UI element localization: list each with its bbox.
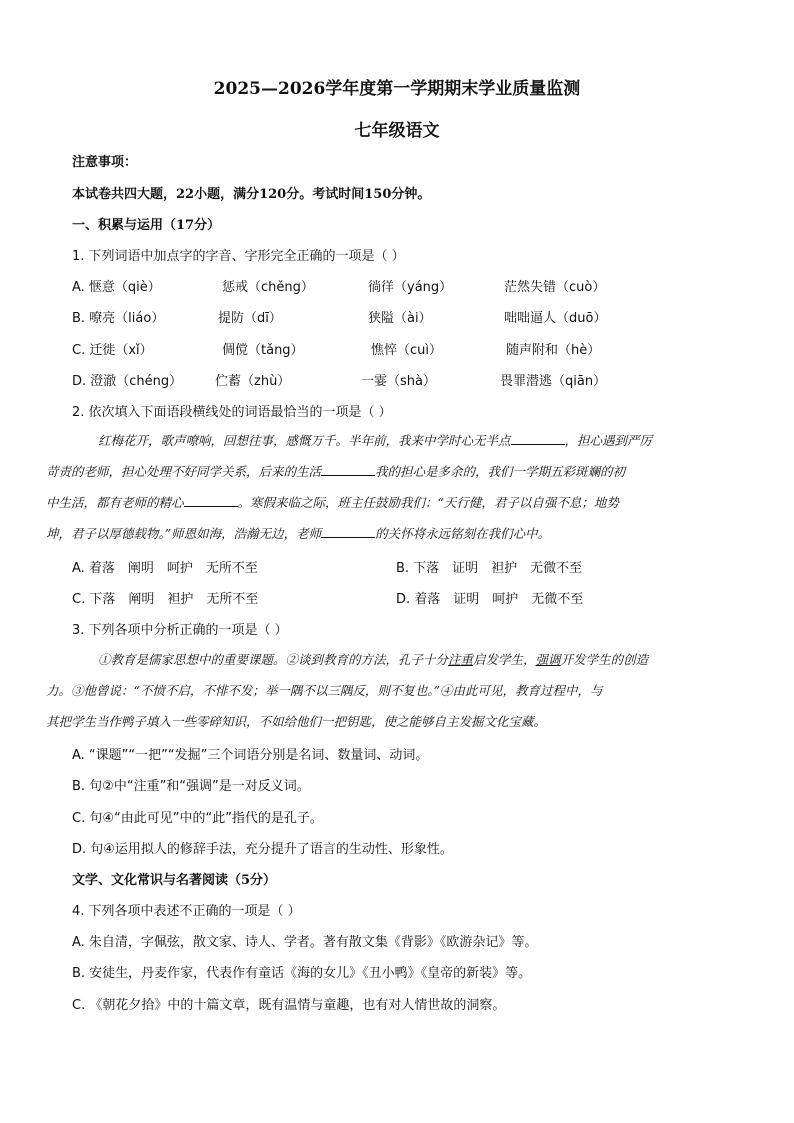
passage-text: 的关怀将永远铭刻在我们心中。 <box>375 526 551 541</box>
option-a-word-1: A. 惬意（qiè） <box>72 280 161 295</box>
option-b-word-4: 咄咄逼人（duō） <box>504 311 607 326</box>
passage-text: 坤，君子以厚德载物。”师恩如海，浩瀚无边，老师 <box>46 526 322 541</box>
passage-text: ①教育是儒家思想中的重要课题。②谈到教育的方法，孔子十分 <box>98 652 449 667</box>
question-1-option-row-a <box>72 276 732 294</box>
question-4-option-a: A. 朱自清，字佩弦，散文家、诗人、学者。著有散文集《背影》《欧游杂记》等。 <box>72 935 538 950</box>
passage-text: ，担心遇到严厉 <box>564 433 653 448</box>
answer-blank <box>321 525 375 538</box>
option-b-word-1: B. 嘹亮（liáo） <box>72 311 165 326</box>
question-2-stem: 2. 依次填入下面语段横线处的词语最恰当的一项是（ ） <box>72 405 392 420</box>
passage-text: 力。③他曾说：“不愤不启，不悱不发；举一隅不以三隅反，则不复也。”④由此可见，教育过程中，与 <box>46 683 603 698</box>
question-4-option-b: B. 安徒生，丹麦作家，代表作有童话《海的女儿》《丑小鸭》《皇帝的新装》等。 <box>72 966 532 981</box>
passage-text: 启发学生， <box>473 652 536 667</box>
question-4-option-c: C. 《朝花夕拾》中的十篇文章，既有温情与童趣，也有对人情世故的洞察。 <box>72 998 506 1013</box>
answer-blank <box>184 494 238 507</box>
question-2-option-row-2 <box>72 588 732 606</box>
option-a-word-4: 茫然失错（cuò） <box>504 280 606 295</box>
question-3-option-a: A. “课题”“一把”“发掘”三个词语分别是名词、数量词、动词。 <box>72 748 429 763</box>
question-3-stem: 3. 下列各项中分析正确的一项是（ ） <box>72 623 288 638</box>
underlined-word: 注重 <box>448 652 474 667</box>
option-c-word-2: 倜傥（tǎng） <box>222 343 304 358</box>
question-2-option-row-1 <box>72 557 732 575</box>
option-a: A. 着落 阐明 呵护 无所不至 <box>72 561 258 576</box>
option-c-word-4: 随声附和（hè） <box>506 343 601 358</box>
exam-title: 2025—2026学年度第一学期期末学业质量监测 <box>213 79 581 99</box>
question-1-stem: 1. 下列词语中加点字的字音、字形完全正确的一项是（ ） <box>72 249 405 264</box>
option-d-word-1: D. 澄澈（chéng） <box>72 374 183 389</box>
option-a-word-3: 徜徉（yáng） <box>368 280 453 295</box>
question-1-option-row-d <box>72 370 732 388</box>
option-d-word-3: 一霎（shà） <box>361 374 436 389</box>
question-3-option-d: D. 句④运用拟人的修辞手法，充分提升了语言的生动性、形象性。 <box>72 842 453 857</box>
passage-text: 开发学生的创造 <box>560 652 649 667</box>
option-b: B. 下落 证明 袒护 无微不至 <box>396 561 583 576</box>
section-heading-2: 文学、文化常识与名著阅读（5分） <box>72 873 277 888</box>
passage-text: 我的担心是多余的，我们一学期五彩斑斓的初 <box>375 464 626 479</box>
option-b-word-3: 狭隘（ài） <box>368 311 432 326</box>
option-a-word-2: 惩戒（chěng） <box>222 280 314 295</box>
answer-blank <box>321 463 375 476</box>
option-b-word-2: 提防（dī） <box>218 311 282 326</box>
option-d-word-2: 伫蓄（zhù） <box>215 374 291 389</box>
option-c: C. 下落 阐明 袒护 无所不至 <box>72 592 259 607</box>
question-4-stem: 4. 下列各项中表述不正确的一项是（ ） <box>72 904 301 919</box>
option-d-word-4: 畏罪潜逃（qiān） <box>500 374 607 389</box>
exam-subject: 七年级语文 <box>354 121 440 141</box>
notice-text: 本试卷共四大题，22小题，满分120分。考试时间150分钟。 <box>72 187 431 202</box>
question-2-passage <box>46 425 724 549</box>
underlined-word: 强调 <box>535 652 561 667</box>
passage-text: 中生活，都有老师的精心 <box>46 495 184 510</box>
passage-text: 红梅花开，歌声嘹响，回想往事，感慨万千。半年前，我来中学时心无半点 <box>98 433 511 448</box>
option-d: D. 着落 证明 呵护 无微不至 <box>396 592 584 607</box>
passage-text: 其把学生当作鸭子填入一些零碎知识，不如给他们一把钥匙，使之能够自主发掘文化宝藏。 <box>46 714 547 729</box>
passage-text: 苛责的老师，担心处理不好同学关系，后来的生活 <box>46 464 322 479</box>
question-3-passage <box>46 644 724 737</box>
option-c-word-1: C. 迁徙（xǐ） <box>72 343 153 358</box>
notice-label: 注意事项： <box>72 155 138 170</box>
section-heading-1: 一、积累与运用（17分） <box>72 218 221 233</box>
question-1-option-row-b <box>72 307 732 325</box>
option-c-word-3: 憔悴（cuì） <box>371 343 442 358</box>
question-1-option-row-c <box>72 339 732 357</box>
answer-blank <box>511 432 565 445</box>
question-3-option-b: B. 句②中“注重”和“强调”是一对反义词。 <box>72 779 310 794</box>
question-3-option-c: C. 句④“由此可见”中的“此”指代的是孔子。 <box>72 811 323 826</box>
passage-text: 。寒假来临之际，班主任鼓励我们：“天行健，君子以自强不息；地势 <box>237 495 619 510</box>
